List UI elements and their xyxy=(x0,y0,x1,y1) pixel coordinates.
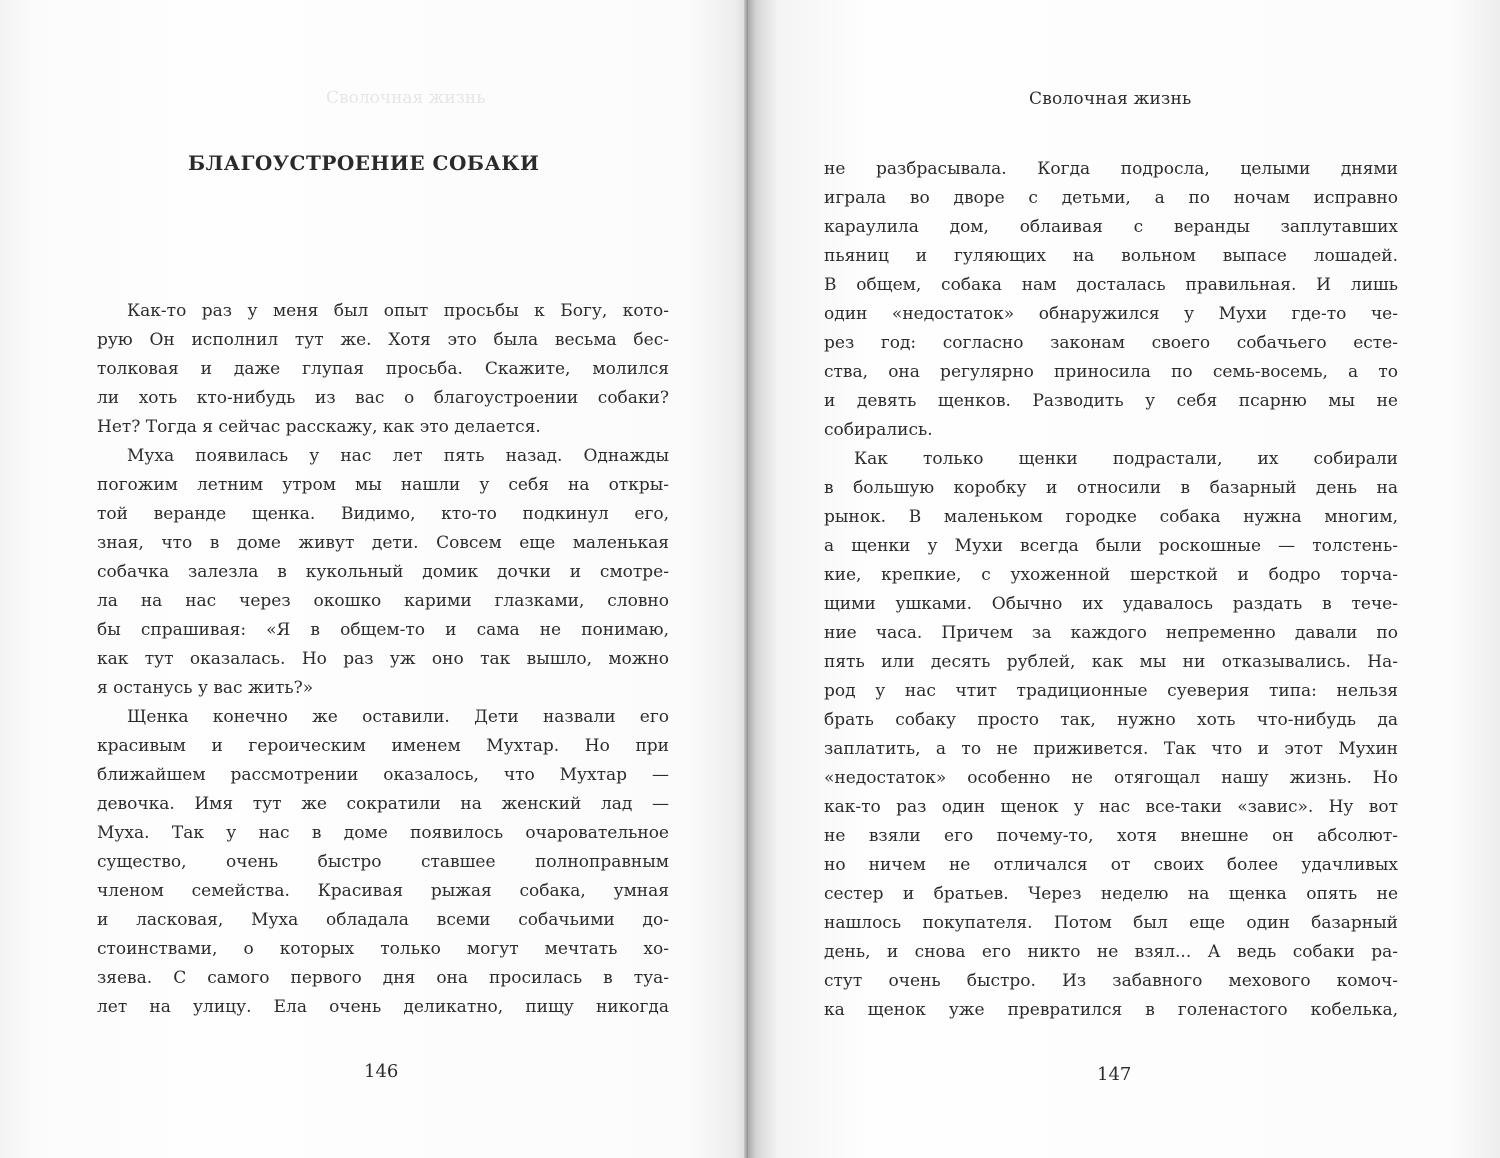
text-line: нашлось покупателя. Потом был еще один базарный xyxy=(824,913,1398,933)
chapter-title: БЛАГОУСТРОЕНИЕ СОБАКИ xyxy=(188,151,540,175)
text-line: бы спрашивая: «Я в общем-то и сама не понимаю, xyxy=(97,620,669,640)
text-line: ние часа. Причем за каждого непременно давали по xyxy=(824,623,1398,643)
text-line: караулила дом, облаивая с веранды заплутавших xyxy=(824,217,1398,237)
text-line: брать собаку просто так, нужно хоть что-нибудь да xyxy=(824,710,1398,730)
text-line: я останусь у вас жить?» xyxy=(97,678,314,698)
text-line: ства, она регулярно приносила по семь-восемь, а то xyxy=(824,362,1398,382)
text-line: Как-то раз у меня был опыт просьбы к Богу, кото- xyxy=(127,301,669,321)
text-line: род у нас чтит традиционные суеверия типа: нельзя xyxy=(824,681,1398,701)
right-page-body-text xyxy=(824,155,1398,1025)
text-line: ка щенок уже превратился в голенастого кобелька, xyxy=(824,1000,1398,1020)
text-line: как тут оказалась. Но раз уж оно так вышло, можно xyxy=(97,649,669,669)
text-line: пять или десять рублей, как мы ни отказывались. На- xyxy=(824,652,1398,672)
text-line: как-то раз один щенок у нас все-таки «завис». Ну вот xyxy=(824,797,1398,817)
text-line: зяева. С самого первого дня она просилась в туа- xyxy=(97,968,669,988)
text-line: красивым и героическим именем Мухтар. Но при xyxy=(97,736,669,756)
text-line: сестер и братьев. Через неделю на щенка опять не xyxy=(824,884,1398,904)
text-line: погожим летним утром мы нашли у себя на откры- xyxy=(97,475,669,495)
text-line: «недостаток» особенно не отягощал нашу жизнь. Но xyxy=(824,768,1398,788)
text-line: собачка залезла в кукольный домик дочки и смотре- xyxy=(97,562,669,582)
text-line: стут очень быстро. Из забавного мехового комоч- xyxy=(824,971,1398,991)
text-line: той веранде щенка. Видимо, кто-то подкинул его, xyxy=(97,504,669,524)
text-line: девочка. Имя тут же сократили на женский лад — xyxy=(97,794,669,814)
text-line: собирались. xyxy=(824,420,933,440)
text-line: в большую коробку и относили в базарный день на xyxy=(824,478,1398,498)
text-line: Нет? Тогда я сейчас расскажу, как это делается. xyxy=(97,417,541,437)
running-head: Сволочная жизнь xyxy=(1029,89,1192,109)
text-line: но ничем не отличался от своих более удачливых xyxy=(824,855,1398,875)
left-page-body-text xyxy=(97,297,669,1022)
text-line: кие, крепкие, с ухоженной шерсткой и бодро торча- xyxy=(824,565,1398,585)
text-line: заплатить, а то не приживется. Так что и этот Мухин xyxy=(824,739,1398,759)
left-page xyxy=(0,0,748,1158)
right-page-number: 147 xyxy=(1097,1064,1132,1085)
text-line: рез год: согласно законам своего собачьего есте- xyxy=(824,333,1398,353)
right-page xyxy=(748,0,1500,1158)
text-line: один «недостаток» обнаружился у Мухи где-то че- xyxy=(824,304,1398,324)
text-line: рынок. В маленьком городке собака нужна многим, xyxy=(824,507,1398,527)
text-line: ли хоть кто-нибудь из вас о благоустроении собаки? xyxy=(97,388,669,408)
text-line: существо, очень быстро ставшее полноправным xyxy=(97,852,669,872)
text-line: толковая и даже глупая просьба. Скажите, молился xyxy=(97,359,669,379)
text-line: лет на улицу. Ела очень деликатно, пищу никогда xyxy=(97,997,669,1017)
text-line: день, и снова его никто не взял... А ведь собаки ра- xyxy=(824,942,1398,962)
text-line: не разбрасывала. Когда подросла, целыми днями xyxy=(824,159,1398,179)
text-line: и ласковая, Муха обладала всеми собачьими до- xyxy=(97,910,669,930)
text-line: и девять щенков. Разводить у себя псарню мы не xyxy=(824,391,1398,411)
text-line: ла на нас через окошко карими глазками, словно xyxy=(97,591,669,611)
text-line: Муха. Так у нас в доме появилось очаровательное xyxy=(97,823,669,843)
text-line: Как только щенки подрастали, их собирали xyxy=(854,449,1398,469)
text-line: рую Он исполнил тут же. Хотя это была весьма бес- xyxy=(97,330,669,350)
text-line: щими ушками. Обычно их удавалось раздать в тече- xyxy=(824,594,1398,614)
left-page-number: 146 xyxy=(364,1061,399,1082)
text-line: Щенка конечно же оставили. Дети назвали его xyxy=(127,707,669,727)
text-line: пьяниц и гуляющих на вольном выпасе лошадей. xyxy=(824,246,1398,266)
text-line: не взяли его почему-то, хотя внешне он абсолют- xyxy=(824,826,1398,846)
text-line: а щенки у Мухи всегда были роскошные — толстень- xyxy=(824,536,1398,556)
text-line: членом семейства. Красивая рыжая собака, умная xyxy=(97,881,669,901)
text-line: зная, что в доме живут дети. Совсем еще маленькая xyxy=(97,533,669,553)
text-line: Муха появилась у нас лет пять назад. Однажды xyxy=(127,446,669,466)
text-line: играла во дворе с детьми, а по ночам исправно xyxy=(824,188,1398,208)
show-through-running-head: Сволочная жизнь xyxy=(326,88,486,108)
text-line: В общем, собака нам досталась правильная. И лишь xyxy=(824,275,1398,295)
text-line: стоинствами, о которых только могут мечтать хо- xyxy=(97,939,669,959)
text-line: ближайшем рассмотрении оказалось, что Мухтар — xyxy=(97,765,669,785)
